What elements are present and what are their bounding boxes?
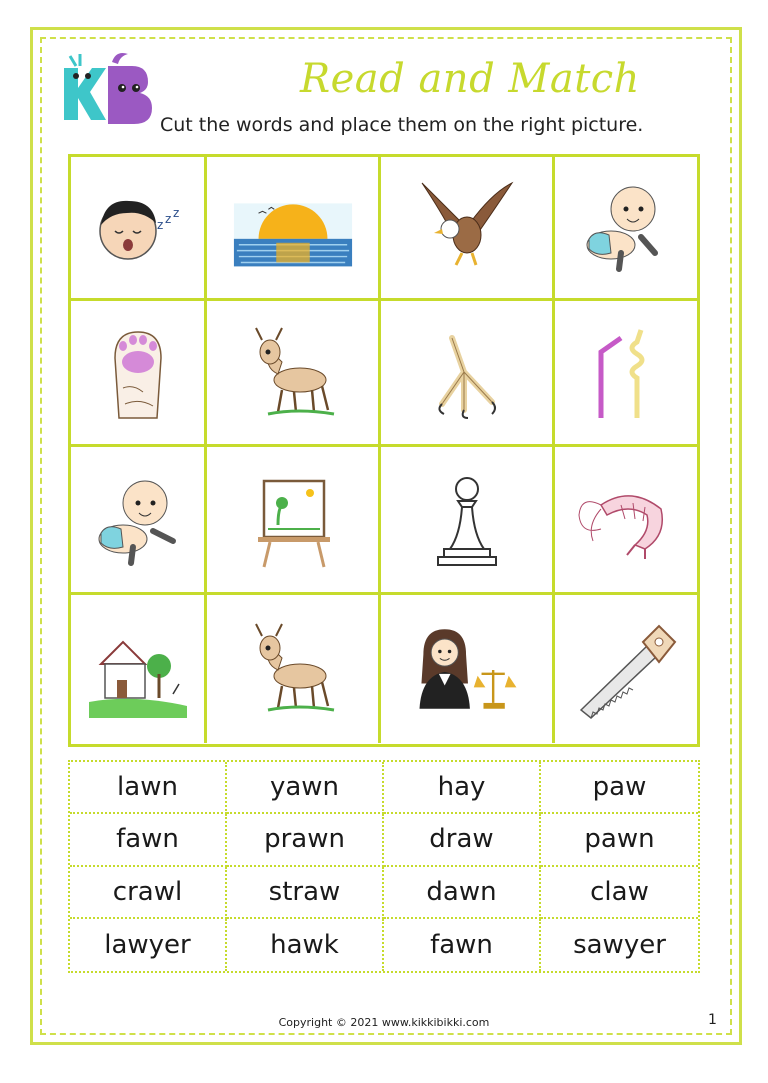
picture-cell: [381, 301, 555, 447]
saw-icon: [571, 614, 681, 724]
straw-icon: [571, 318, 681, 428]
crawling-baby-icon: [83, 465, 193, 575]
lawyer-icon: [404, 614, 530, 724]
picture-cell: [555, 157, 697, 301]
word-card[interactable]: fawn: [384, 919, 541, 971]
picture-cell: [71, 447, 207, 595]
copyright-text: Copyright © 2021 www.kikkibikki.com: [278, 1016, 490, 1029]
word-card[interactable]: sawyer: [573, 929, 666, 960]
svg-text:z: z: [164, 211, 171, 226]
word-card[interactable]: prawn: [227, 814, 384, 866]
word-card[interactable]: dawn: [384, 867, 541, 919]
paw-icon: [83, 318, 193, 428]
kb-logo: [56, 48, 156, 130]
picture-cell: [555, 595, 697, 743]
claw-icon: [412, 318, 522, 428]
picture-cell: [381, 595, 555, 743]
worksheet-title: Read and Match: [300, 56, 640, 102]
fawn-icon: [238, 614, 348, 724]
picture-cell: [71, 301, 207, 447]
house-lawn-icon: [83, 614, 193, 724]
picture-cell: [381, 447, 555, 595]
picture-cell: [207, 157, 381, 301]
picture-cell: [207, 301, 381, 447]
hawk-icon: [412, 173, 522, 283]
word-cards: [68, 760, 700, 973]
sunset-icon: [229, 173, 357, 283]
picture-cell: [207, 447, 381, 595]
easel-icon: [238, 465, 348, 575]
crawling-baby-icon: [571, 173, 681, 283]
picture-cell: [71, 157, 207, 301]
word-card[interactable]: straw: [227, 867, 384, 919]
word-card[interactable]: draw: [384, 814, 541, 866]
sleeping-boy-icon: [83, 173, 193, 283]
word-card[interactable]: hawk: [227, 919, 384, 971]
fawn-icon: [238, 318, 348, 428]
word-card[interactable]: lawyer: [70, 919, 227, 971]
picture-grid: [68, 154, 700, 747]
page-number: 1: [708, 1012, 717, 1028]
word-card[interactable]: hay: [384, 762, 541, 814]
word-card[interactable]: paw: [541, 762, 698, 814]
word-card[interactable]: pawn: [541, 814, 698, 866]
instruction-text: Cut the words and place them on the right picture.: [160, 114, 644, 136]
picture-cell: [207, 595, 381, 743]
word-card[interactable]: crawl: [70, 867, 227, 919]
picture-cell: [381, 157, 555, 301]
word-card[interactable]: fawn: [70, 814, 227, 866]
prawn-icon: [571, 465, 681, 575]
svg-text:z: z: [156, 217, 163, 232]
svg-text:z: z: [172, 205, 179, 220]
word-card[interactable]: lawn: [70, 762, 227, 814]
word-card[interactable]: yawn: [227, 762, 384, 814]
picture-cell: [555, 301, 697, 447]
picture-cell: [555, 447, 697, 595]
picture-cell: [71, 595, 207, 743]
chess-pawn-icon: [412, 465, 522, 575]
word-card[interactable]: claw: [541, 867, 698, 919]
